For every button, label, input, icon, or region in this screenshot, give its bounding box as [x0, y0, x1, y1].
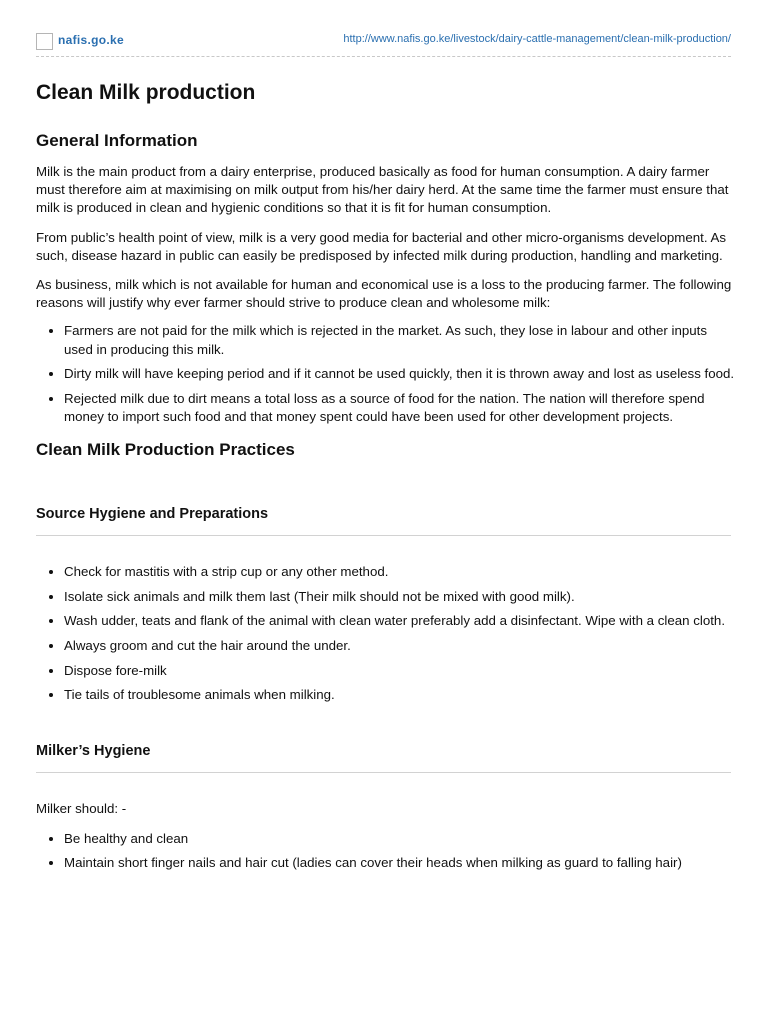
subsection-heading-milker-hygiene: Milker’s Hygiene — [36, 743, 151, 760]
list-item: • Always groom and cut the hair around the under. — [64, 637, 736, 655]
paragraph-intro: Milk is the main product from a dairy enterprise, produced basically as food for human consumption. A dairy farmer must therefore aim at maximising on milk output from his/her dairy herd. At the same time the farmer must ensure that milk is produced in clean and hygienic conditions so that it is fit for human consumption. — [36, 164, 729, 216]
site-name-link[interactable]: nafis.go.ke — [58, 33, 124, 47]
section-heading-practices: Clean Milk Production Practices — [36, 440, 295, 460]
milker-intro: Milker should: - — [36, 801, 127, 817]
divider — [36, 535, 731, 536]
section-heading-general: General Information — [36, 131, 198, 150]
list-item: • Check for mastitis with a strip cup or any other method. — [64, 563, 736, 581]
page-url-link[interactable]: http://www.nafis.go.ke/livestock/dairy-cattle-management/clean-milk-production/ — [343, 33, 731, 45]
milker-hygiene-list — [36, 830, 736, 873]
list-item: • Isolate sick animals and milk them last (Their milk should not be mixed with good milk). — [64, 588, 736, 606]
paragraph-business: As business, milk which is not available for human and economical use is a loss to the producing farmer. The following reasons will justify why ever farmer should strive to produce clean and wholesome milk: — [36, 277, 732, 311]
list-item: • Be healthy and clean — [64, 830, 736, 848]
list-item: • Tie tails of troublesome animals when milking. — [64, 686, 736, 704]
page-title: Clean Milk production — [36, 81, 256, 104]
page-header — [36, 30, 731, 57]
reasons-list — [36, 322, 736, 426]
divider — [36, 772, 731, 773]
article — [36, 76, 736, 879]
source-hygiene-list — [36, 563, 736, 704]
list-item: • Maintain short finger nails and hair cut (ladies can cover their heads when milking as guard to falling hair) — [64, 854, 736, 872]
site-icon — [36, 33, 53, 50]
list-item: • Wash udder, teats and flank of the animal with clean water preferably add a disinfectant. Wipe with a clean cloth. — [64, 612, 736, 630]
list-item: • Dispose fore-milk — [64, 662, 736, 680]
subsection-heading-source-hygiene: Source Hygiene and Preparations — [36, 506, 269, 523]
list-item: • Farmers are not paid for the milk which is rejected in the market. As such, they lose in labour and other inputs used in producing this milk. — [64, 322, 736, 358]
list-item: • Rejected milk due to dirt means a total loss as a source of food for the nation. The nation will therefore spend money to import such food and that money spent could have been used for other development projects. — [64, 390, 736, 426]
list-item: • Dirty milk will have keeping period and if it cannot be used quickly, then it is thrown away and lost as useless food. — [64, 365, 736, 383]
paragraph-public-health: From public’s health point of view, milk is a very good media for bacterial and other micro-organisms development. As such, disease hazard in public can easily be predisposed by infected milk during production, handling and marketing. — [36, 229, 727, 263]
